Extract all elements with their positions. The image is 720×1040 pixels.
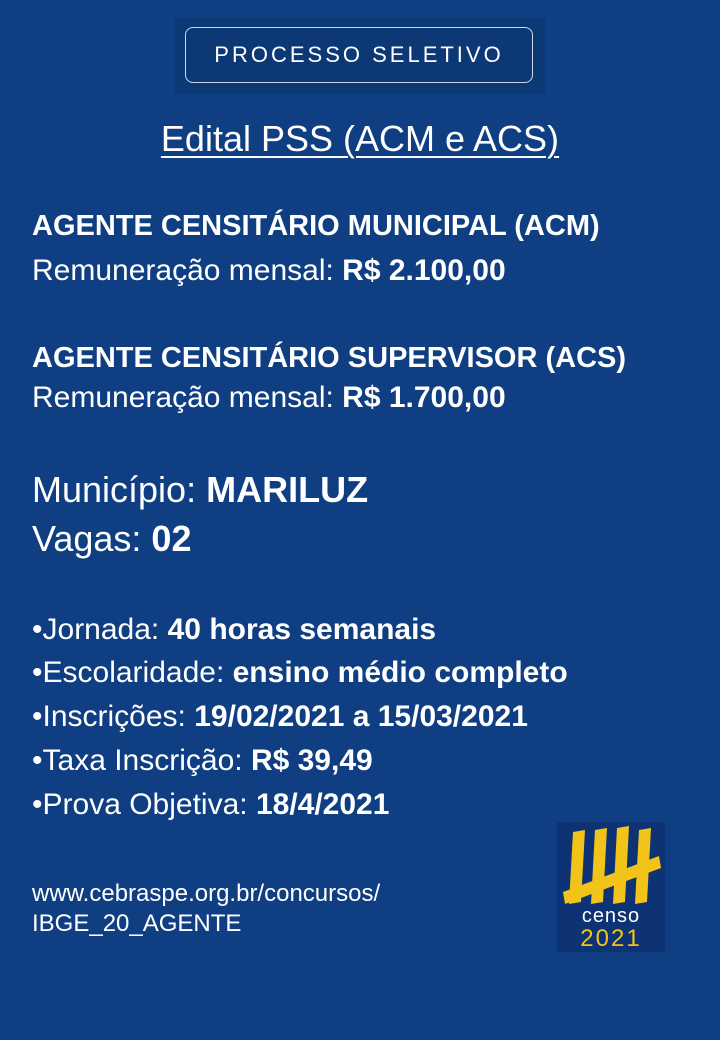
- municipio-label: Município:: [32, 469, 197, 510]
- censo-tally-icon: [557, 822, 665, 952]
- detail-label: •Escolaridade:: [32, 656, 225, 689]
- detail-value: R$ 39,49: [250, 744, 373, 777]
- badge-panel: [175, 18, 545, 94]
- salary-label: Remuneração mensal:: [32, 381, 334, 414]
- detail-value: 19/02/2021 a 15/03/2021: [194, 700, 528, 733]
- processo-seletivo-badge: PROCESSO SELETIVO: [185, 27, 533, 83]
- page-title: Edital PSS (ACM e ACS): [160, 118, 560, 159]
- position-acm-salary: [32, 254, 506, 288]
- detail-label: •Prova Objetiva:: [32, 788, 248, 821]
- detail-prova: [32, 788, 389, 822]
- detail-value: 40 horas semanais: [167, 613, 437, 646]
- url-line-2[interactable]: IBGE_20_AGENTE: [32, 910, 242, 937]
- censo-2021-logo: [557, 822, 665, 952]
- salary-value: R$ 1.700,00: [342, 381, 506, 414]
- salary-label: Remuneração mensal:: [32, 254, 334, 287]
- url-line-1[interactable]: www.cebraspe.org.br/concursos/: [32, 880, 381, 907]
- detail-jornada: [32, 613, 436, 647]
- detail-escolaridade: [32, 656, 568, 690]
- vagas-value: 02: [151, 518, 192, 559]
- position-acs-title: AGENTE CENSITÁRIO SUPERVISOR (ACS): [32, 342, 627, 374]
- detail-value: 18/4/2021: [255, 788, 390, 821]
- vagas-label: Vagas:: [32, 518, 142, 559]
- logo-year: 2021: [580, 925, 642, 952]
- municipio-value: MARILUZ: [206, 469, 369, 510]
- detail-label: •Jornada:: [32, 613, 160, 646]
- salary-value: R$ 2.100,00: [342, 254, 506, 287]
- detail-label: •Taxa Inscrição:: [32, 744, 243, 777]
- detail-taxa: [32, 744, 373, 778]
- vagas-line: [32, 518, 191, 560]
- municipio-line: [32, 469, 368, 511]
- position-acm-title: AGENTE CENSITÁRIO MUNICIPAL (ACM): [32, 210, 600, 242]
- logo-word: censo: [581, 905, 641, 927]
- detail-inscricoes: [32, 700, 528, 734]
- detail-value: ensino médio completo: [232, 656, 568, 689]
- detail-label: •Inscrições:: [32, 700, 186, 733]
- position-acs-salary: [32, 381, 506, 415]
